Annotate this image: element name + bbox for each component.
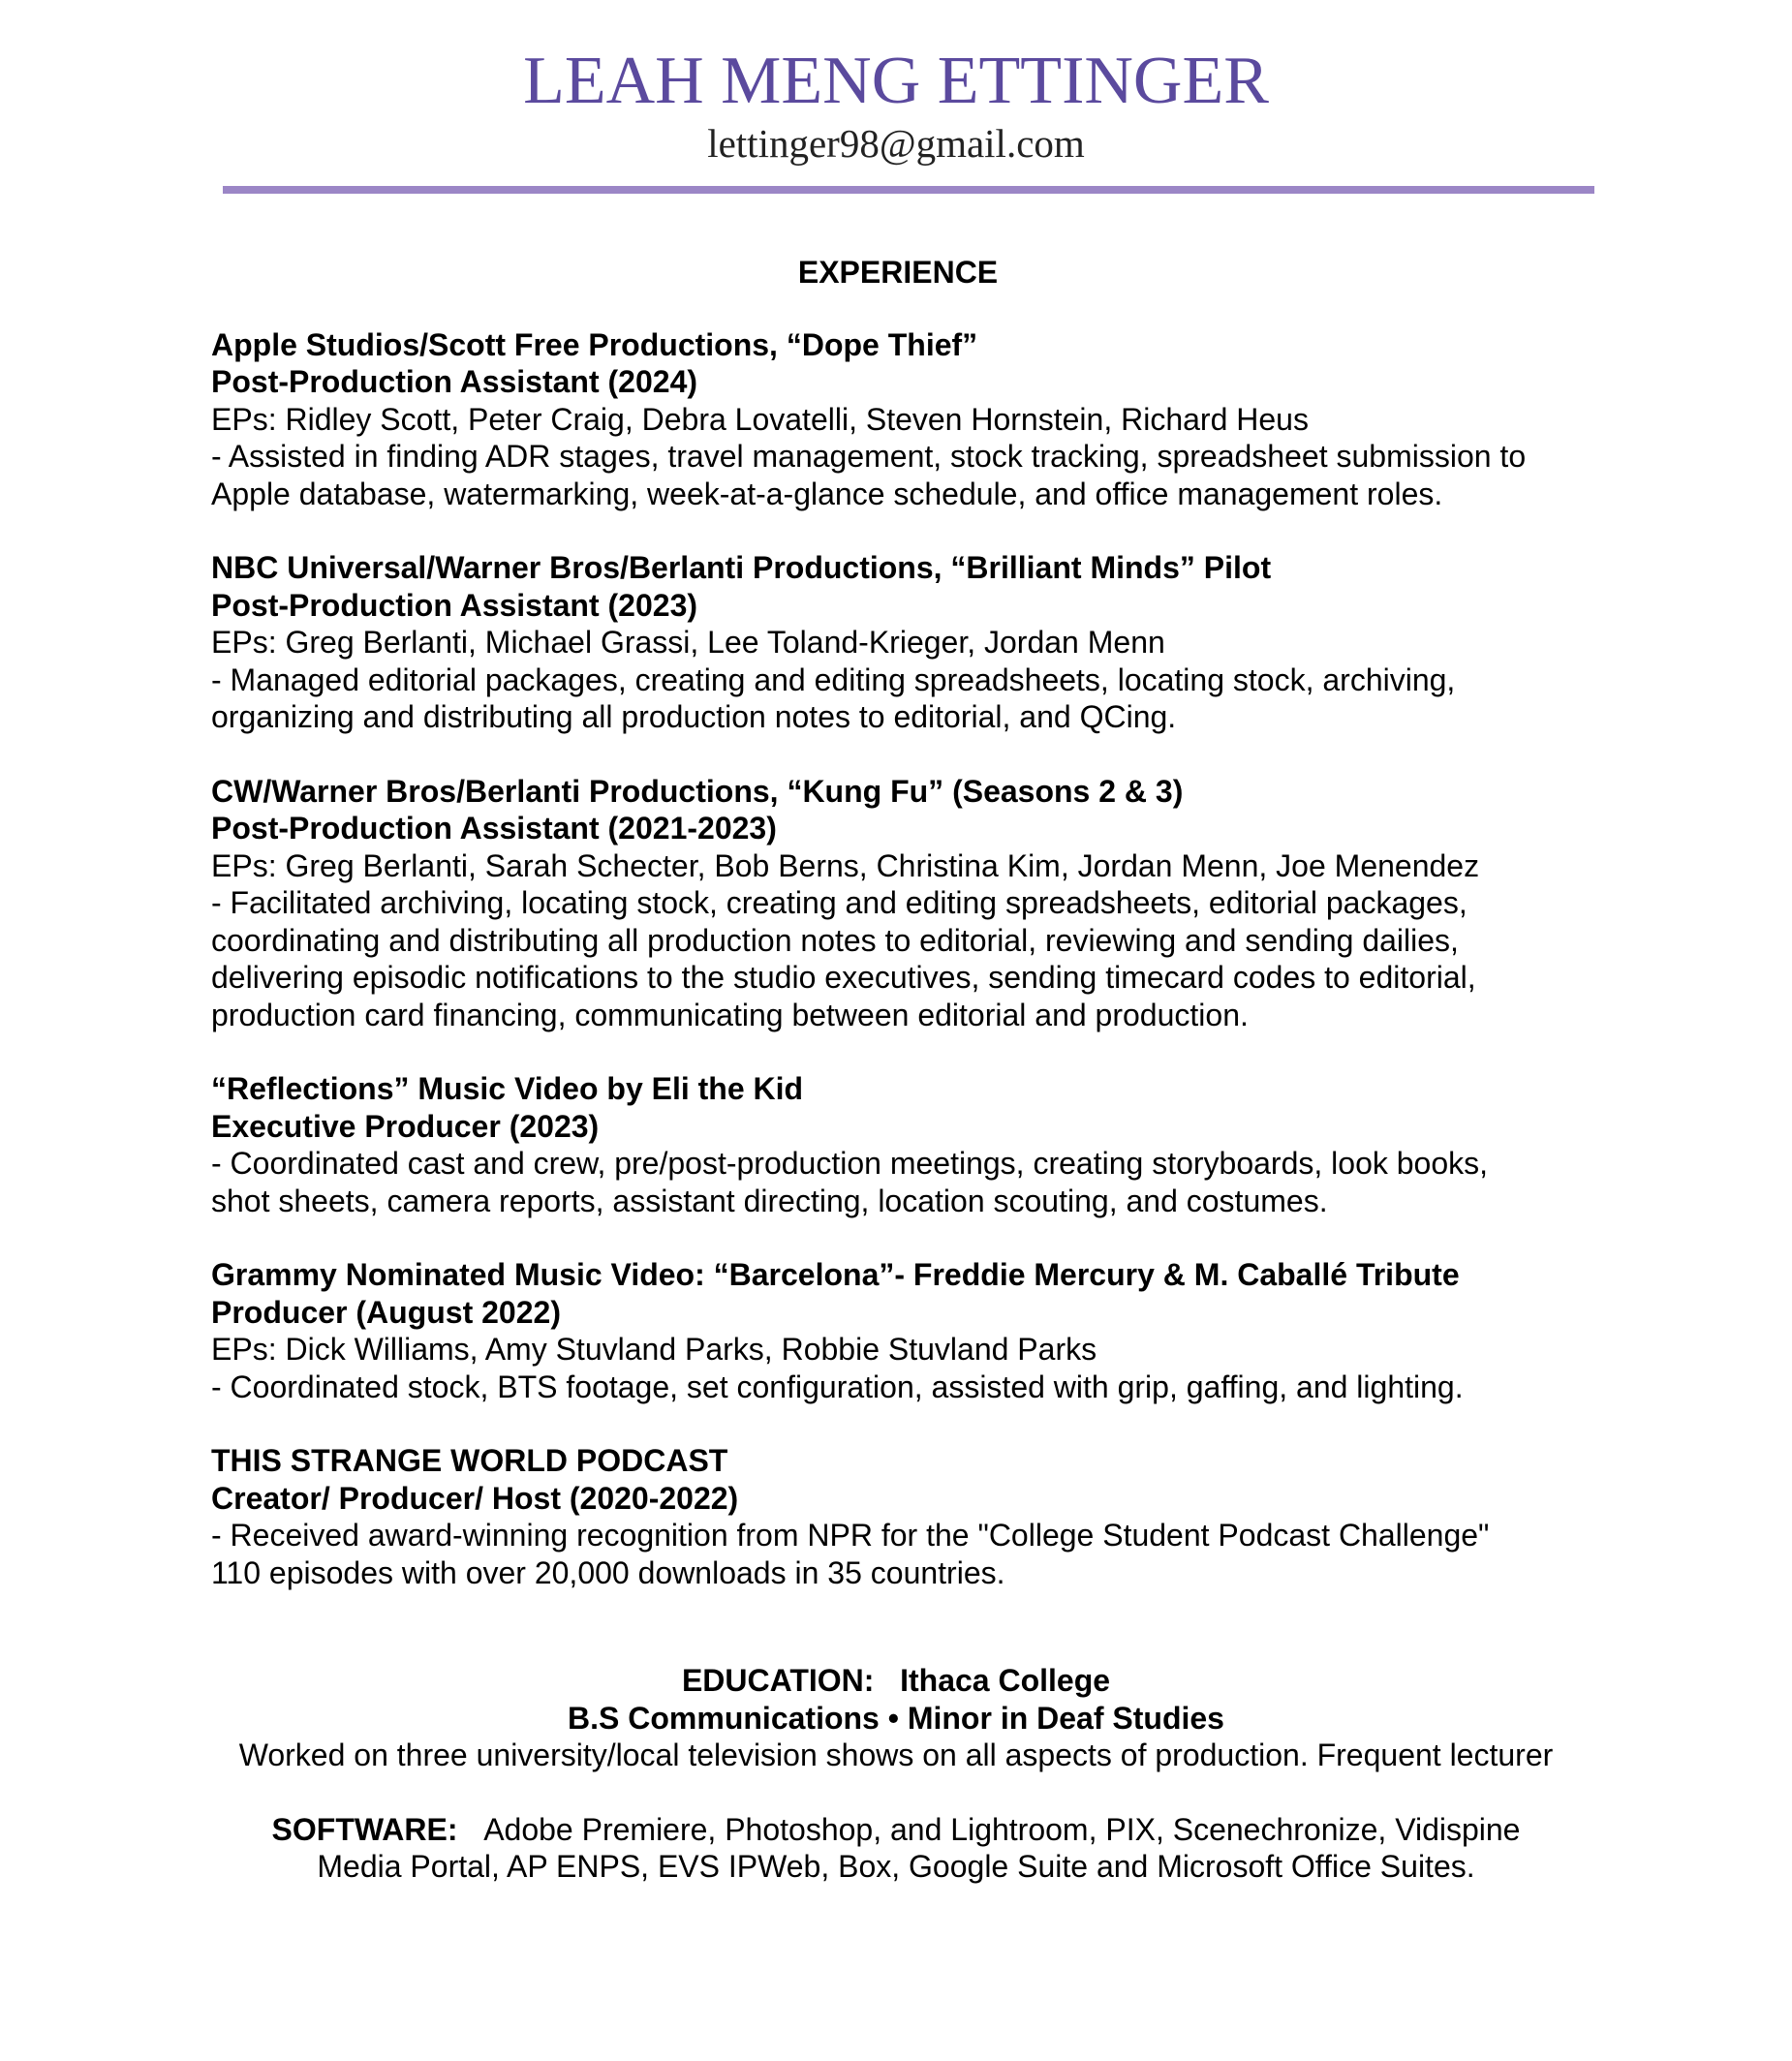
job-line: - Facilitated archiving, locating stock, creating and editing spreadsheets, editorial packages,: [211, 885, 1468, 920]
job-entry: [211, 549, 1606, 736]
education-school: Ithaca College: [900, 1663, 1111, 1698]
job-line: EPs: Greg Berlanti, Michael Grassi, Lee Toland-Krieger, Jordan Menn: [211, 625, 1165, 660]
software-list-1: Adobe Premiere, Photoshop, and Lightroom, PIX, Scenechronize, Vidispine: [483, 1811, 1521, 1847]
job-line: production card financing, communicating between editorial and production.: [211, 997, 1249, 1032]
job-line: delivering episodic notifications to the studio executives, sending timecard codes to editorial,: [211, 960, 1476, 995]
job-line: Apple database, watermarking, week-at-a-glance schedule, and office management roles.: [211, 476, 1443, 511]
job-line: EPs: Greg Berlanti, Sarah Schecter, Bob Berns, Christina Kim, Jordan Menn, Joe Menendez: [211, 847, 1480, 883]
job-line: - Assisted in finding ADR stages, travel management, stock tracking, spreadsheet submission to: [211, 439, 1527, 474]
job-line: - Coordinated cast and crew, pre/post-production meetings, creating storyboards, look books,: [211, 1146, 1489, 1181]
candidate-name: LEAH MENG ETTINGER: [523, 44, 1269, 118]
job-line: - Managed editorial packages, creating and editing spreadsheets, locating stock, archiving,: [211, 661, 1456, 697]
education-degree: B.S Communications • Minor in Deaf Studies: [568, 1700, 1224, 1736]
job-entry: [211, 773, 1606, 1034]
software-label: SOFTWARE:: [271, 1811, 458, 1847]
job-role: Executive Producer (2023): [211, 1108, 600, 1144]
job-role: Post-Production Assistant (2023): [211, 587, 698, 623]
software-line-1: [0, 1811, 1792, 1849]
job-entry: [211, 1070, 1606, 1219]
job-role: Producer (August 2022): [211, 1294, 561, 1330]
job-line: shot sheets, camera reports, assistant directing, location scouting, and costumes.: [211, 1183, 1328, 1218]
job-title: CW/Warner Bros/Berlanti Productions, “Kung Fu” (Seasons 2 & 3): [211, 773, 1184, 809]
job-entry: [211, 1256, 1606, 1405]
job-title: NBC Universal/Warner Bros/Berlanti Productions, “Brilliant Minds” Pilot: [211, 550, 1272, 585]
experience-heading: EXPERIENCE: [797, 255, 999, 290]
job-title: THIS STRANGE WORLD PODCAST: [211, 1443, 728, 1478]
job-line: - Coordinated stock, BTS footage, set configuration, assisted with grip, gaffing, and lighting.: [211, 1369, 1464, 1404]
job-line: organizing and distributing all production notes to editorial, and QCing.: [211, 699, 1177, 734]
job-line: coordinating and distributing all production notes to editorial, reviewing and sending dailies,: [211, 922, 1459, 958]
experience-section: [211, 254, 1606, 1628]
education-label: EDUCATION:: [681, 1663, 875, 1698]
job-line: EPs: Ridley Scott, Peter Craig, Debra Lovatelli, Steven Hornstein, Richard Heus: [211, 401, 1309, 437]
job-entry: [211, 326, 1606, 513]
job-role: Post-Production Assistant (2021-2023): [211, 811, 777, 846]
job-line: 110 episodes with over 20,000 downloads in 35 countries.: [211, 1554, 1005, 1590]
spacer: [0, 1774, 1792, 1811]
education-software-section: [0, 1662, 1792, 1886]
software-list-2: Media Portal, AP ENPS, EVS IPWeb, Box, Google Suite and Microsoft Office Suites.: [317, 1849, 1475, 1884]
job-role: Creator/ Producer/ Host (2020-2022): [211, 1480, 739, 1516]
job-entry: [211, 1442, 1606, 1591]
job-line: EPs: Dick Williams, Amy Stuvland Parks, Robbie Stuvland Parks: [211, 1332, 1097, 1367]
education-note: Worked on three university/local television shows on all aspects of production. Frequent lecturer: [238, 1738, 1554, 1772]
job-title: Grammy Nominated Music Video: “Barcelona”- Freddie Mercury & M. Caballé Tribute: [211, 1257, 1460, 1292]
job-role: Post-Production Assistant (2024): [211, 364, 698, 399]
header-divider: [223, 186, 1594, 194]
education-heading: [0, 1662, 1792, 1700]
job-title: “Reflections” Music Video by Eli the Kid: [211, 1071, 804, 1106]
candidate-email: lettinger98@gmail.com: [707, 121, 1085, 166]
job-line: - Received award-winning recognition from NPR for the "College Student Podcast Challenge": [211, 1518, 1490, 1553]
job-title: Apple Studios/Scott Free Productions, “Dope Thief”: [211, 326, 978, 362]
